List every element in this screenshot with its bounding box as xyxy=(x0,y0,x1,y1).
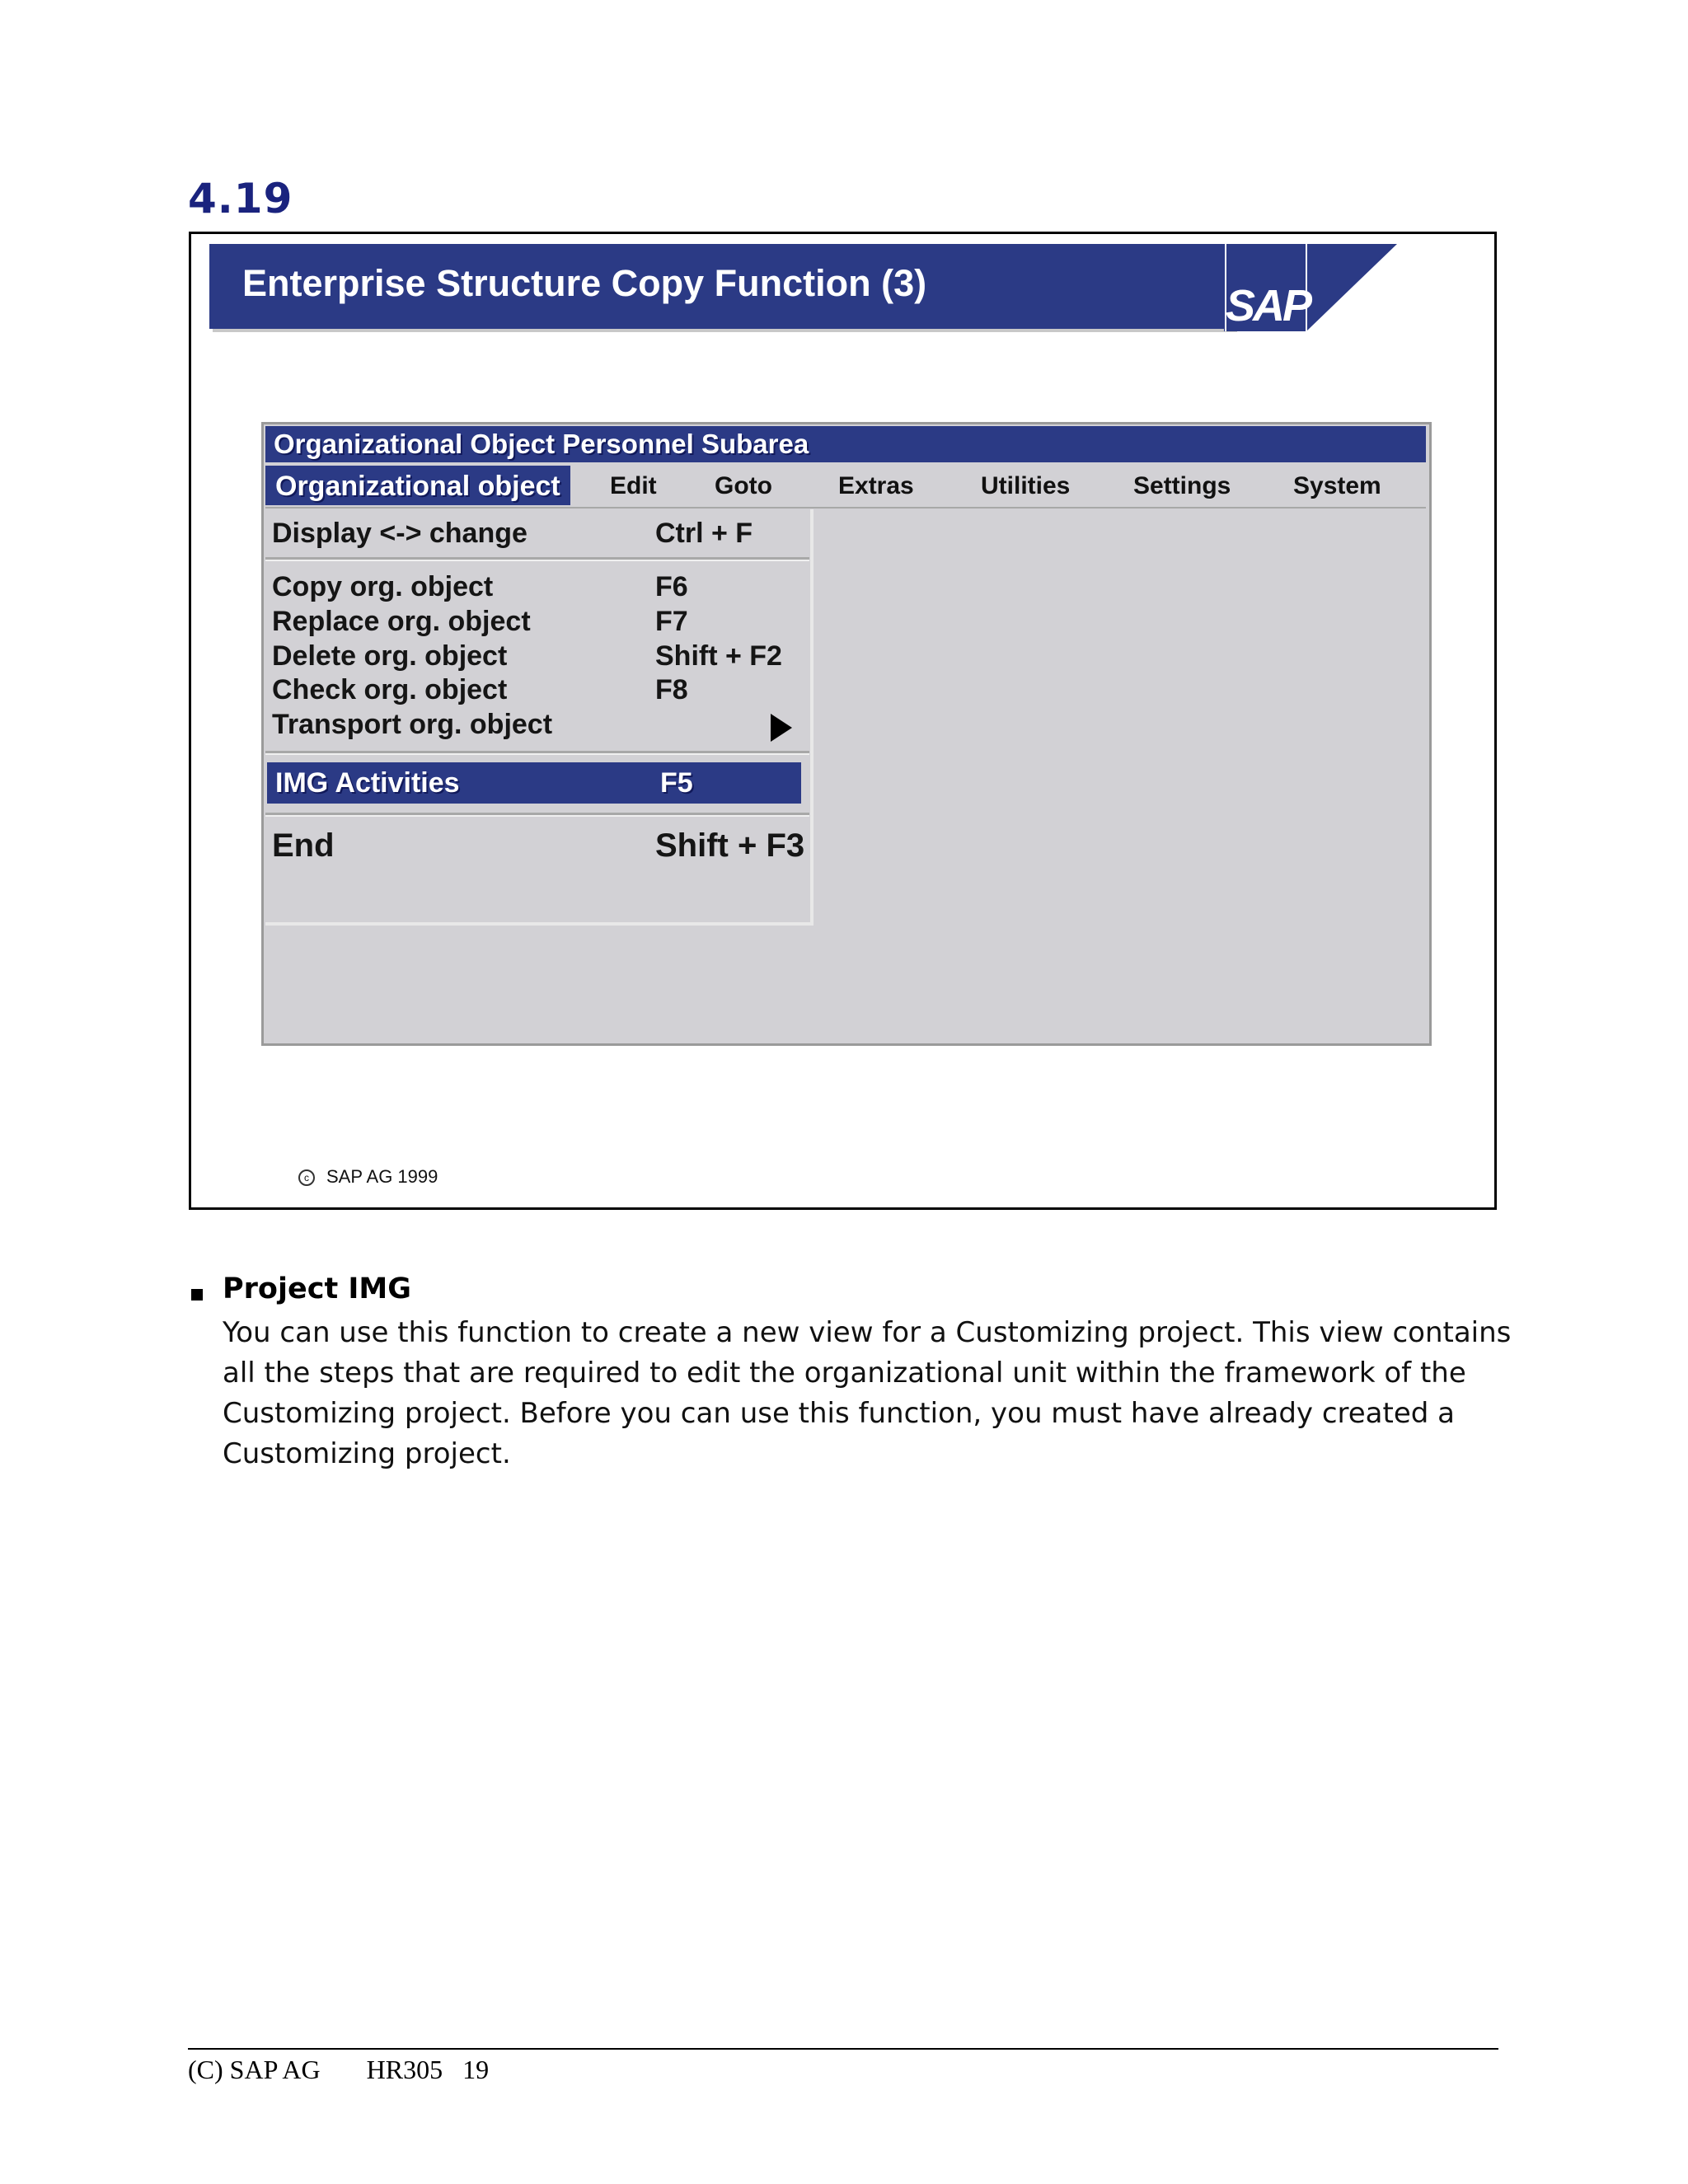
menu-item-label: Transport org. object xyxy=(272,709,553,740)
bullet-square-icon xyxy=(191,1289,203,1301)
slide-title-bar xyxy=(209,244,1234,329)
slide-frame xyxy=(189,232,1497,1210)
menu-goto[interactable]: Goto xyxy=(715,472,772,499)
menu-item-end[interactable] xyxy=(272,827,805,864)
menu-item-label: IMG Activities xyxy=(275,767,460,799)
menu-item-delete-org-object[interactable] xyxy=(272,640,799,675)
bullet-body-text: You can use this function to create a new view for a Customizing project. This view contains all the steps that are required to edit the organizational unit within the framework of the Customizing project. Before you can use this function, you must have already created a Customizing project. xyxy=(223,1316,1512,1470)
copyright-icon: c xyxy=(298,1169,315,1186)
footer-course: HR305 xyxy=(366,2055,443,2084)
slide-title: Enterprise Structure Copy Function (3) xyxy=(242,262,927,304)
menu-item-shortcut: F5 xyxy=(660,767,693,799)
section-number: 4.19 xyxy=(188,175,293,223)
menu-item-label: Display <-> change xyxy=(272,518,528,549)
menu-item-shortcut: Shift + F2 xyxy=(655,640,782,672)
menu-separator xyxy=(265,751,809,755)
dropdown-menu xyxy=(265,509,814,926)
menu-item-display-change[interactable] xyxy=(272,518,799,552)
menu-item-shortcut: Shift + F3 xyxy=(655,827,805,864)
menu-system[interactable]: System xyxy=(1293,472,1381,499)
sap-window xyxy=(261,422,1432,1046)
menu-item-check-org-object[interactable] xyxy=(272,674,799,709)
menu-utilities[interactable]: Utilities xyxy=(981,472,1071,499)
slide-copyright xyxy=(298,1166,438,1188)
copyright-text: SAP AG 1999 xyxy=(326,1166,438,1187)
window-title: Organizational Object Personnel Subarea xyxy=(265,426,1426,462)
menu-item-label: Replace org. object xyxy=(272,606,531,637)
menu-item-label: Copy org. object xyxy=(272,571,494,602)
footer-page-number: 19 xyxy=(462,2055,490,2084)
menu-item-shortcut: F7 xyxy=(655,606,688,637)
menu-separator xyxy=(265,557,809,561)
menu-item-transport-org-object[interactable] xyxy=(272,709,799,743)
menu-extras[interactable]: Extras xyxy=(838,472,914,499)
menu-separator xyxy=(265,813,809,817)
menu-item-label: Check org. object xyxy=(272,674,508,705)
menu-item-copy-org-object[interactable] xyxy=(272,571,799,606)
menu-item-replace-org-object[interactable] xyxy=(272,606,799,640)
menu-item-shortcut: F8 xyxy=(655,674,688,705)
menu-organizational-object[interactable]: Organizational object xyxy=(265,466,570,505)
footer-copyright: (C) SAP AG xyxy=(188,2055,321,2084)
menu-item-img-activities[interactable] xyxy=(267,762,801,804)
page-footer xyxy=(188,2055,489,2085)
sap-logo-text: SAP xyxy=(1226,281,1311,330)
menu-edit[interactable]: Edit xyxy=(610,472,657,499)
menu-item-label: End xyxy=(272,827,335,864)
menu-item-label: Delete org. object xyxy=(272,640,508,672)
footer-rule xyxy=(188,2048,1498,2050)
submenu-arrow-icon xyxy=(771,714,792,742)
menu-bar xyxy=(265,466,1426,509)
menu-settings[interactable]: Settings xyxy=(1133,472,1231,499)
menu-item-shortcut: Ctrl + F xyxy=(655,518,753,549)
menu-item-shortcut: F6 xyxy=(655,571,688,602)
bullet-heading: Project IMG xyxy=(223,1272,411,1305)
